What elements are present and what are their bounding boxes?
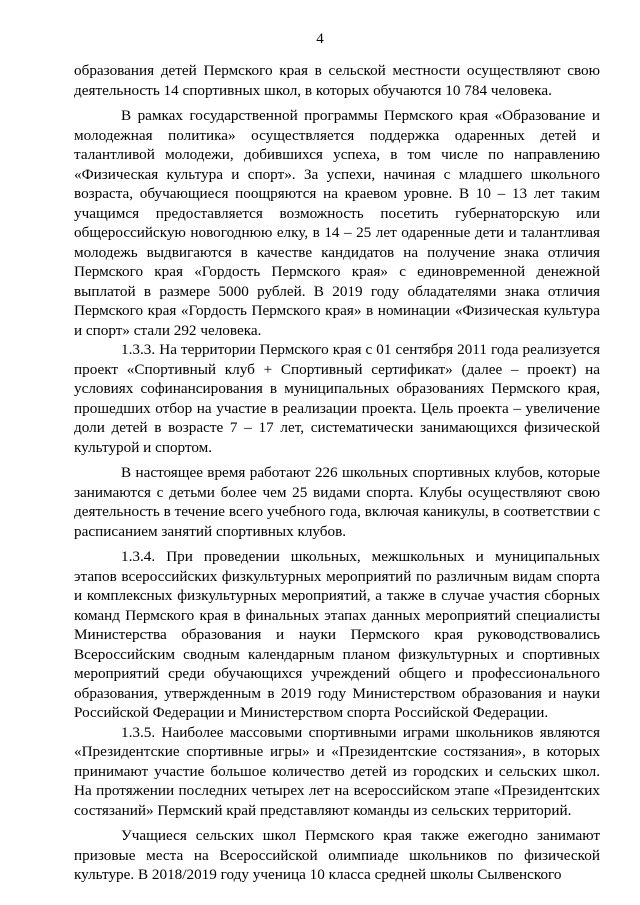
paragraph-1-3-5: 1.3.5. Наиболее массовыми спортивными играми школьников являются «Президентские спортивные игры» и «Президентские состязания», в которых принимают участие большое количество детей из городских и сельских школ. На протяжении последних четырех лет на всероссийском этапе «Президентских состязаний» Пермский край представляют команды из сельских территорий. bbox=[74, 723, 600, 819]
paragraph-1-3-3: 1.3.3. На территории Пермского края с 01 сентября 2011 года реализуется проект «Спортивный клуб + Спортивный сертификат» (далее – проект) на условиях софинансирования в муниципальных образованиях Пермского края, прошедших отбор на участие в реализации проекта. Цель проекта – увеличение доли детей в возрасте 7 – 17 лет, систематически занимающихся физической культурой и спортом. bbox=[74, 341, 600, 456]
body-text bbox=[74, 61, 600, 885]
paragraph-1-3-4: 1.3.4. При проведении школьных, межшкольных и муниципальных этапов всероссийских физкультурных мероприятий по различным видам спорта и комплексных физкультурных мероприятий, а также в случае участия сборных команд Пермского края в финальных этапах данных мероприятий специалисты Министерства образования и науки Пермского края руководствовались Всероссийским сводным календарным планом физкультурных и спортивных мероприятий среди обучающихся учреждений общего и профессионального образования, утвержденным в 2019 году Министерством образования и науки Российской Федерации и Министерством спорта Российской Федерации. bbox=[74, 548, 600, 721]
page-number: 4 bbox=[316, 31, 324, 47]
paragraph-sport-clubs: В настоящее время работают 226 школьных спортивных клубов, которые занимаются с детьми более чем 25 видами спорта. Клубы осуществляют свою деятельность в течение всего учебного года, включая каникулы, в соответствии с расписанием занятий спортивных клубов. bbox=[74, 464, 600, 540]
paragraph-state-program: В рамках государственной программы Пермского края «Образование и молодежная политика» осуществляется поддержка одаренных детей и талантливой молодежи, добившихся успеха, в том числе по направлению «Физическая культура и спорт». За успехи, начиная с младшего школьного возраста, обучающиеся поощряются на краевом уровне. В 10 – 13 лет таким учащимся предоставляется возможность посетить губернаторскую или общероссийскую новогоднюю елку, в 14 – 25 лет одаренные дети и талантливая молодежь выдвигаются в качестве кандидатов на получение знака отличия Пермского края «Гордость Пермского края» с единовременной денежной выплатой в размере 5000 рублей. В 2019 году обладателями знака отличия Пермского края «Гордость Пермского края» в номинации «Физическая культура и спорт» стали 292 человека. bbox=[74, 107, 600, 339]
paragraph-continuation: образования детей Пермского края в сельской местности осуществляют свою деятельность 14 спортивных школ, в которых обучаются 10 784 человека. bbox=[74, 62, 600, 99]
paragraph-olympiad: Учащиеся сельских школ Пермского края также ежегодно занимают призовые места на Всероссийской олимпиаде школьников по физической культуре. В 2018/2019 году ученица 10 класса средней школы Сылвенского bbox=[74, 827, 600, 883]
